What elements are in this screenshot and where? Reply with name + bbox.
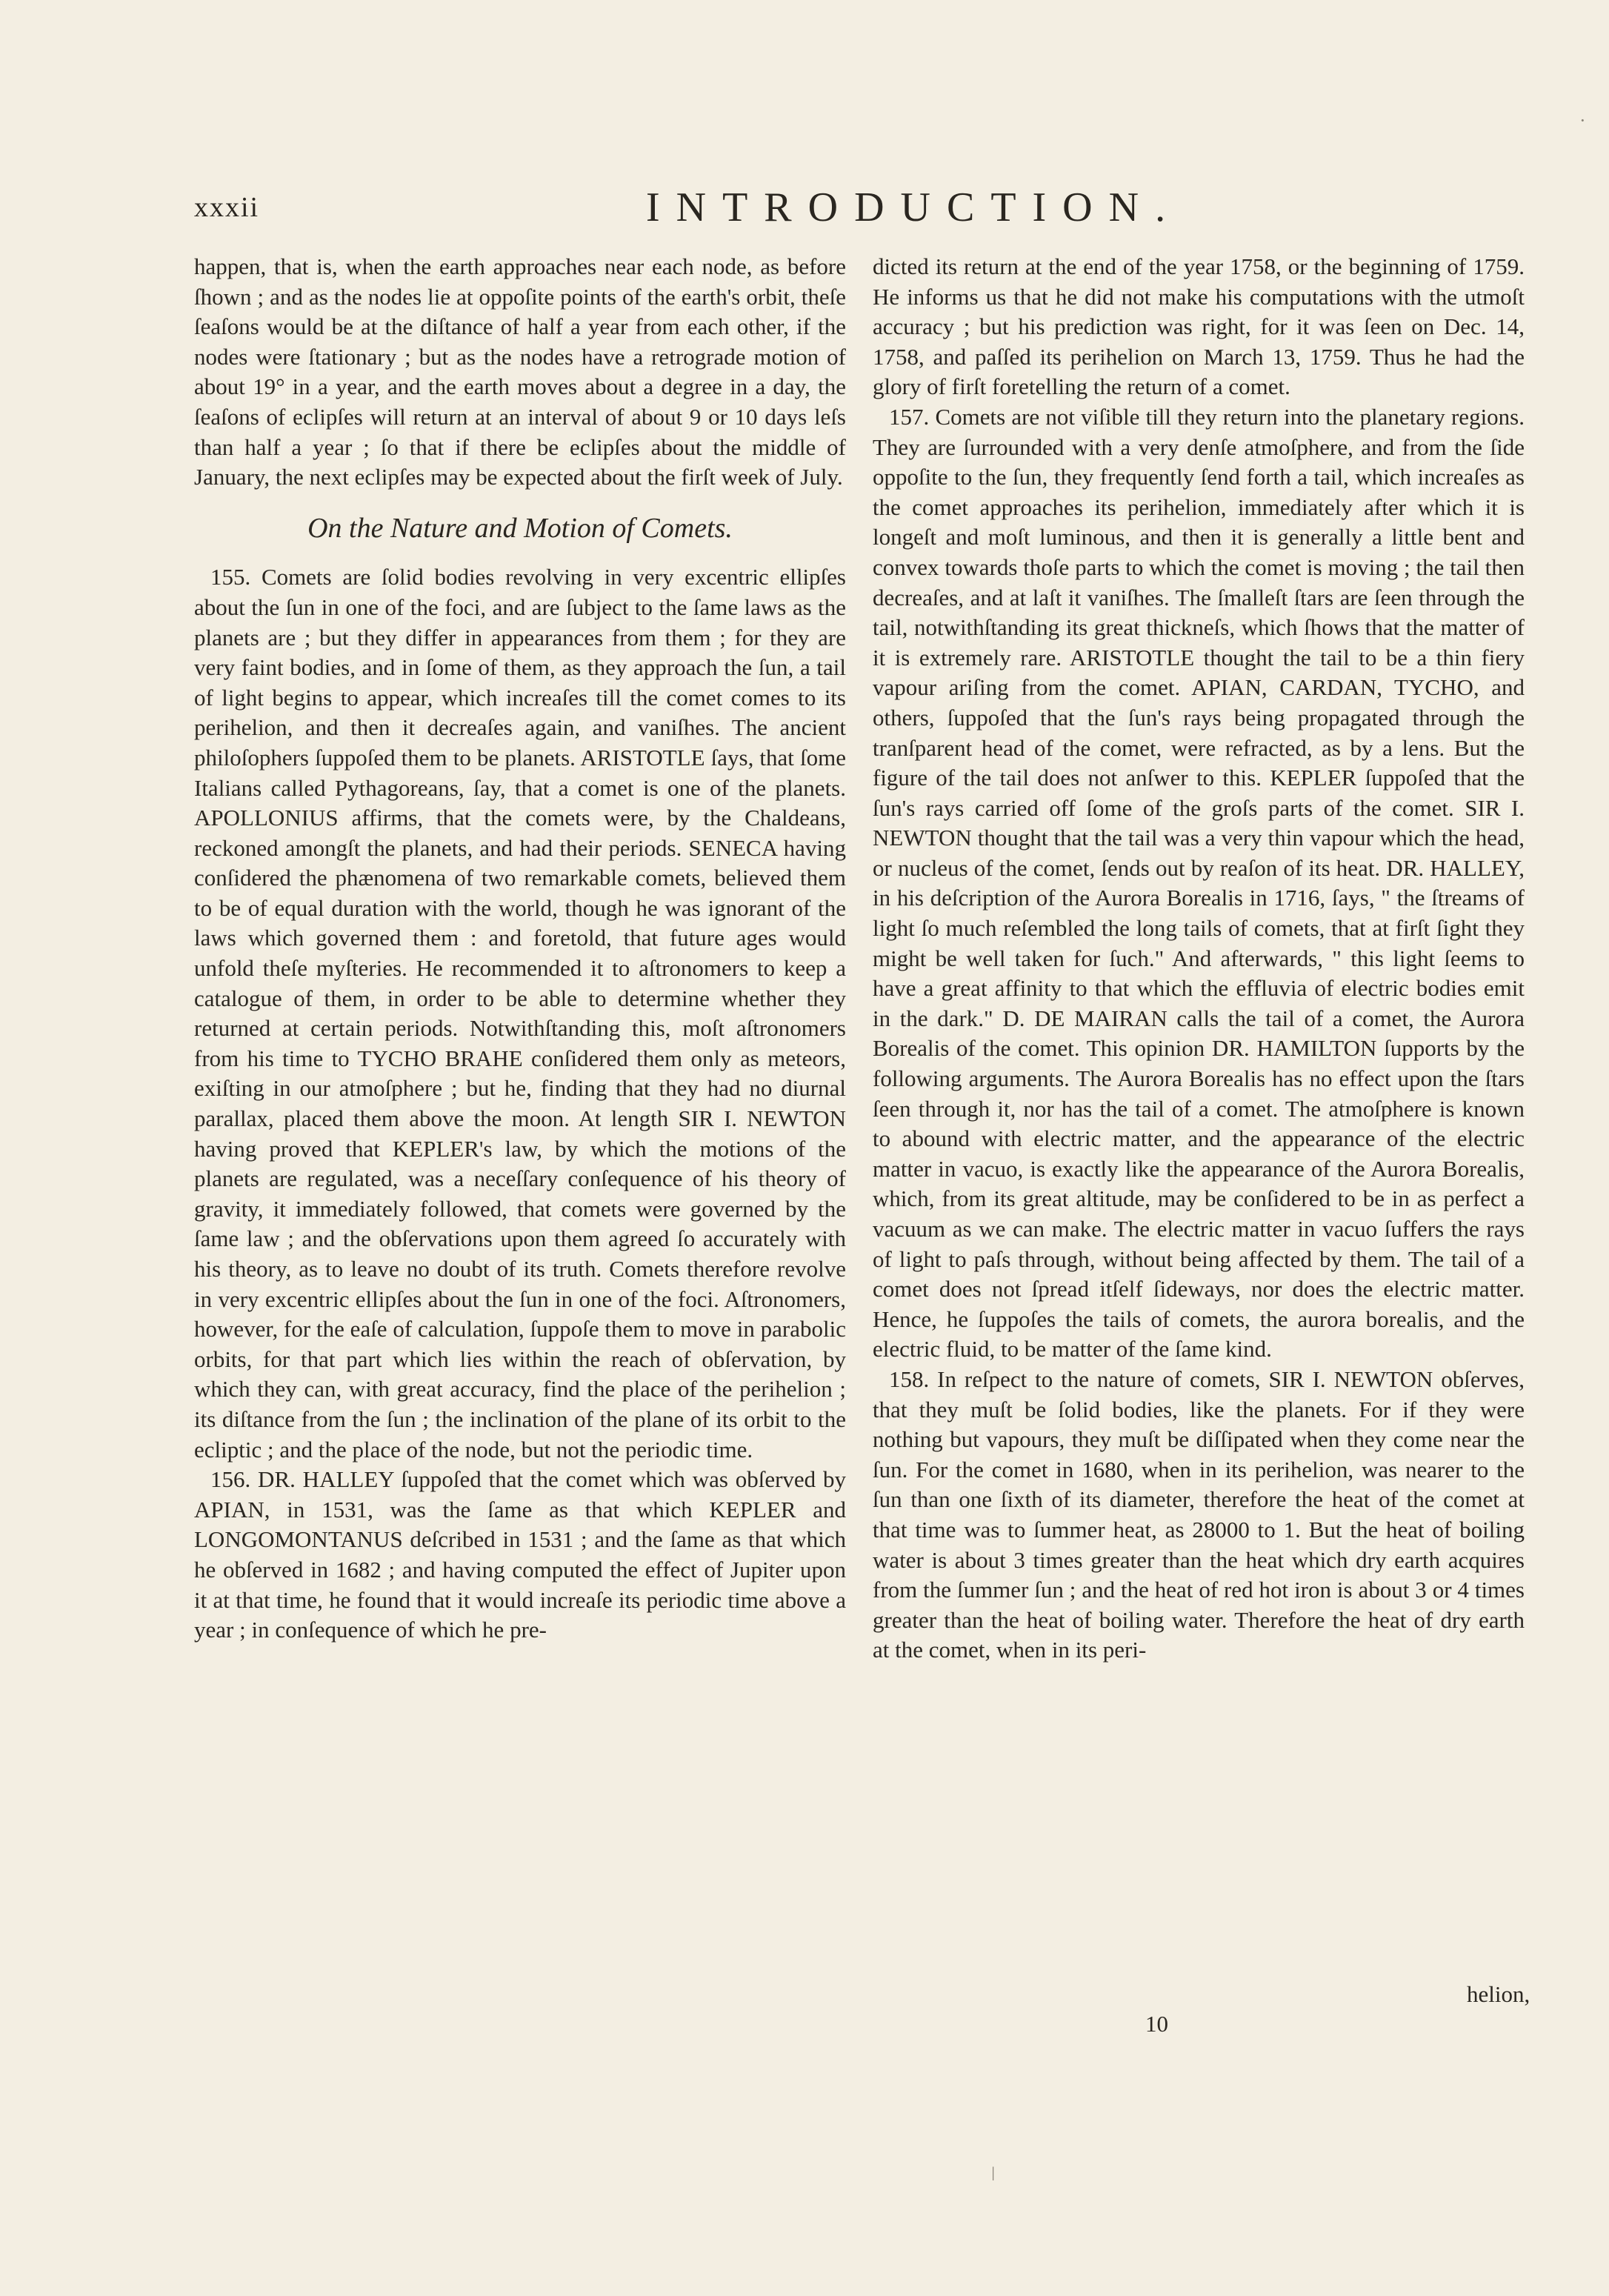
running-head [194,184,1379,236]
paragraph-157: 157. Comets are not viſible till they return into the planetary regions. They are ſurrounded with a very denſe atmoſphere, and from the ſide oppoſite to the ſun, they frequently ſend forth a tail, which increaſes as the comet approaches its perihelion, immediately after which it is longeſt and moſt luminous, and then it is generally a little bent and convex towards thoſe parts to which the comet is moving ; the tail then decreaſes, and at laſt it vaniſhes. The ſmalleſt ſtars are ſeen through the tail, notwithſtanding its great thickneſs, which ſhows that the matter of it is extremely rare. ARISTOTLE thought the tail to be a thin fiery vapour ariſing from the comet. APIAN, CARDAN, TYCHO, and others, ſuppoſed that the ſun's rays being propagated through the tranſparent head of the comet, were refracted, as by a lens. But the figure of the tail does not anſwer to this. KEPLER ſuppoſed that the ſun's rays carried off ſome of the groſs parts of the comet. SIR I. NEWTON thought that the tail was a very thin vapour which the head, or nucleus of the comet, ſends out by reaſon of its heat. DR. HALLEY, in his deſcription of the Aurora Borealis in 1716, ſays, " the ſtreams of light ſo much reſembled the long tails of comets, that at firſt ſight they might be well taken for ſuch." And afterwards, " this light ſeems to have a great affinity to that which the effluvia of electric bodies emit in the dark." D. DE MAIRAN calls the tail of a comet, the Aurora Borealis of the comet. This opinion DR. HAMILTON ſupports by the following arguments. The Aurora Borealis has no effect upon the ſtars ſeen through it, nor has the tail of a comet. The atmoſphere is known to abound with electric matter, and the appearance of the electric matter in vacuo, is exactly like the appearance of the Aurora Borealis, which, from its great altitude, may be conſidered to be in as perfect a vacuum as we can make. The electric matter in vacuo ſuffers the rays of light to paſs through, without being affected by them. The tail of a comet does not ſpread itſelf ſideways, nor does the electric matter. Hence, he ſuppoſes the tails of comets, the aurora borealis, and the electric fluid, to be matter of the ſame kind. [873,403,1525,1362]
left-column [194,252,846,1646]
paper-speck: · [1579,110,1586,131]
paragraph-155: 155. Comets are ſolid bodies revolving in very excentric ellipſes about the ſun in one of the foci, and are ſubject to the ſame laws as the planets are ; but they differ in appearances from them ; for they are very faint bodies, and in ſome of them, as they approach the ſun, a tail of light begins to appear, which increaſes till the comet comes to its perihelion, and then it decreaſes again, and vaniſhes. The ancient philoſophers ſuppoſed them to be planets. ARISTOTLE ſays, that ſome Italians called Pythagoreans, ſay, that a comet is one of the planets. APOLLONIUS affirms, that the comets were, by the Chaldeans, reckoned amongſt the planets, and had their periods. SENECA having conſidered the phænomena of two remarkable comets, believed them to be of equal duration with the world, though he was ignorant of the laws which governed them : and foretold, that future ages would unfold theſe myſteries. He recommended it to aſtronomers to keep a catalogue of them, in order to be able to determine whether they returned at certain periods. Notwithſtanding this, moſt aſtronomers from his time to TYCHO BRAHE conſidered them only as meteors, exiſting in our atmoſphere ; but he, finding that they had no diurnal parallax, placed them above the moon. At length SIR I. NEWTON having proved that KEPLER's law, by which the motions of the planets are regulated, was a neceſſary conſequence of his theory of gravity, it immediately followed, that comets were governed by the ſame law ; and the obſervations upon them agreed ſo accurately with his theory, as to leave no doubt of its truth. Comets therefore revolve in very excentric ellipſes about the ſun in one of the foci. Aſtronomers, however, for the eaſe of calculation, ſuppoſe them to move in parabolic orbits, for that part which lies within the reach of obſervation, by which they can, with great accuracy, find the place of the perihelion ; its diſtance from the ſun ; the inclination of the plane of its orbit to the ecliptic ; and the place of the node, but not the periodic time. [194,564,846,1463]
running-title: INTRODUCTION. [646,184,1182,230]
signature-mark: 10 [1145,2011,1168,2037]
right-column [873,252,1525,1666]
paragraph-156: 156. DR. HALLEY ſuppoſed that the comet which was obſerved by APIAN, in 1531, was the ſame as that which KEPLER and LONGOMONTANUS deſcribed in 1531 ; and the ſame as that which he obſerved in 1682 ; and having computed the effect of Jupiter upon it at that time, he found that it would increaſe its periodic time above a year ; in conſequence of which he pre- [194,1466,846,1643]
page-number-roman: xxxii [194,192,260,223]
paper-speck: ǀ [991,2163,996,2185]
paragraph-156-continued: dicted its return at the end of the year 1758, or the beginning of 1759. He informs us that he did not make his computations with the utmoſt accuracy ; but his prediction was right, for it was ſeen on Dec. 14, 1758, and paſſed its perihelion on March 13, 1759. Thus he had the glory of firſt foretelling the return of a comet. [873,253,1525,400]
section-heading: On the Nature and Motion of Comets. [307,512,733,544]
catchword: helion, [1467,1981,1530,2007]
paragraph-158: 158. In reſpect to the nature of comets, SIR I. NEWTON obſerves, that they muſt be ſolid bodies, like the planets. For if they were nothing but vapours, they muſt be diſſipated when they come near the ſun. For the comet in 1680, when in its perihelion, was nearer to the ſun than one ſixth of its diameter, therefore the heat of the comet at that time was to ſummer heat, as 28000 to 1. But the heat of boiling water is about 3 times greater than the heat which dry earth acquires from the ſummer ſun ; and the heat of red hot iron is about 3 or 4 times greater than the heat of boiling water. Therefore the heat of dry earth at the comet, when in its peri- [873,1365,1525,1663]
paragraph-continued: happen, that is, when the earth approaches near each node, as before ſhown ; and as the nodes lie at oppoſite points of the earth's orbit, theſe ſeaſons would be at the diſtance of half a year from each other, if the nodes were ſtationary ; but as the nodes have a retrograde motion of about 19° in a year, and the earth moves about a degree in a day, the ſeaſons of eclipſes will return at an interval of about 9 or 10 days leſs than half a year ; ſo that if there be eclipſes about the middle of January, the next eclipſes may be expected about the firſt week of July. [194,253,846,490]
